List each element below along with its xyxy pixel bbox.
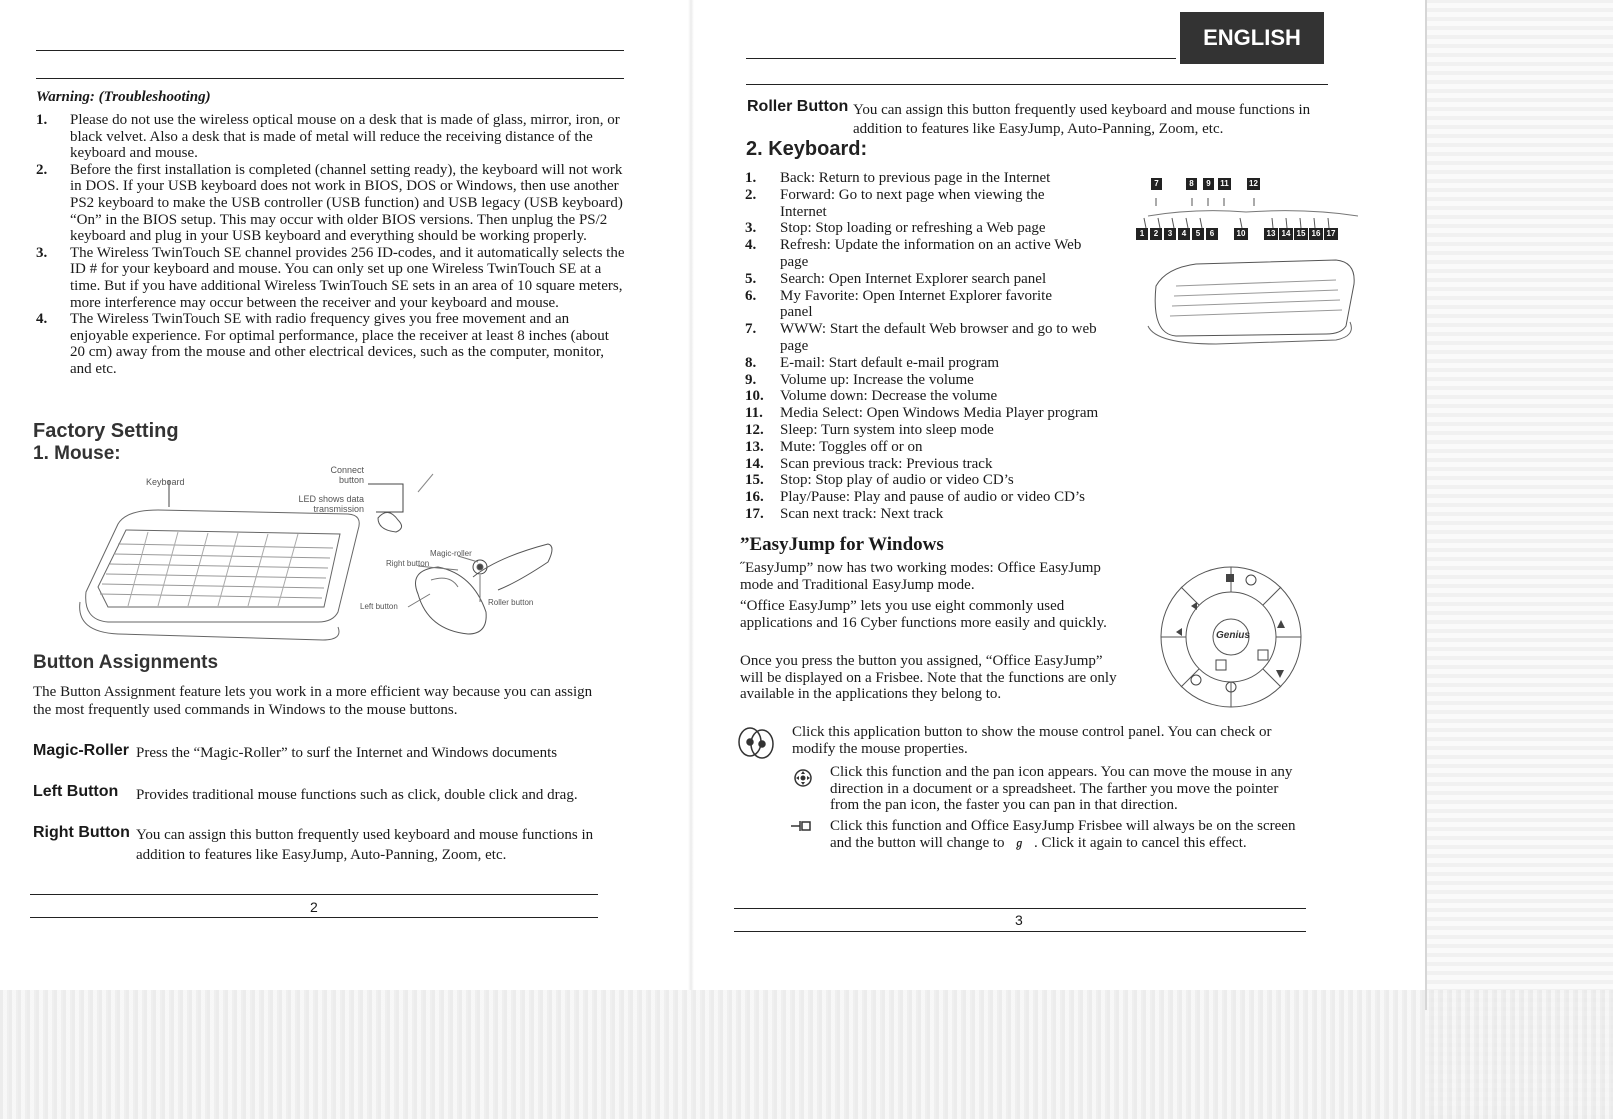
hotkey-badge: 4 bbox=[1178, 228, 1190, 240]
label-magic-roller: Magic-roller bbox=[430, 549, 472, 558]
term-magic-roller: Magic-Roller bbox=[33, 742, 130, 759]
hotkey-badge: 14 bbox=[1279, 228, 1293, 240]
page-number: 3 bbox=[1015, 912, 1023, 928]
label-connect-button: Connect button bbox=[330, 465, 364, 485]
app-button-text: Click this application button to show the mouse control panel. You can check or modify the mouse properties. bbox=[792, 724, 1272, 757]
header-rule bbox=[746, 84, 1328, 85]
button-assignments-text: The Button Assignment feature lets you work in a more efficient way because you can assign the most frequently used commands in Windows to the mouse buttons. bbox=[33, 684, 593, 718]
list-item: 4. The Wireless TwinTouch SE with radio frequency gives you free movement and an enjoyable experience. For optimal performance, place the receiver at least 8 inches (about 20 cm) away from the mouse and other electrical devices, such as the computer, monitor, and etc. bbox=[36, 311, 609, 377]
hotkey-badge: 11 bbox=[1218, 178, 1231, 190]
mouse-heading: 1. Mouse: bbox=[33, 443, 121, 464]
hotkey-badge: 10 bbox=[1234, 228, 1248, 240]
label-right-button: Right button bbox=[386, 559, 430, 568]
page-number: 2 bbox=[310, 899, 318, 915]
list-item: 15. Stop: Stop play of audio or video CD’s bbox=[745, 472, 1014, 489]
header-rule bbox=[36, 50, 624, 51]
label-keyboard: Keyboard bbox=[146, 477, 185, 487]
list-item: 11. Media Select: Open Windows Media Player program bbox=[745, 405, 1099, 422]
list-item: 6. My Favorite: Open Internet Explorer favorite panel bbox=[745, 287, 1052, 321]
hotkey-badge: 17 bbox=[1324, 228, 1338, 240]
list-item: 5. Search: Open Internet Explorer search panel bbox=[745, 270, 1047, 287]
list-item: 3. Stop: Stop loading or refreshing a Web page bbox=[745, 220, 1046, 237]
hotkey-badge: 13 bbox=[1264, 228, 1278, 240]
desc-left-button: Provides traditional mouse functions such as click, double click and drag. bbox=[136, 787, 578, 803]
easyjump-paragraph-3: Once you press the button you assigned, “Office EasyJump” will be displayed on a Frisbee. Note that the functions are only available in the applications they belong to. bbox=[740, 653, 1117, 702]
easyjump-frisbee bbox=[1156, 562, 1306, 712]
hotkey-badge: 3 bbox=[1164, 228, 1176, 240]
desc-right-button: You can assign this button frequently used keyboard and mouse functions in addition to features like EasyJump, Auto-Panning, Zoom, etc. bbox=[136, 827, 594, 863]
keyboard-hotkey-illustration bbox=[1136, 176, 1366, 356]
easyjump-paragraph-1: ˝EasyJump” now has two working modes: Office EasyJump mode and Traditional EasyJump mode. bbox=[740, 560, 1101, 593]
hotkey-badge: 15 bbox=[1294, 228, 1308, 240]
language-tab: ENGLISH bbox=[1180, 12, 1324, 64]
keyboard-mouse-illustration bbox=[78, 462, 578, 647]
pan-text: Click this function and the pan icon appears. You can move the mouse in any direction in a document or a spreadsheet. The farther you move the pointer from the pan icon, the faster you can pan in that direction. bbox=[830, 764, 1293, 813]
pinned-icon: ℊ bbox=[1014, 838, 1025, 850]
hotkey-badge: 2 bbox=[1150, 228, 1162, 240]
footer-rule bbox=[734, 908, 1306, 909]
list-item: 12. Sleep: Turn system into sleep mode bbox=[745, 421, 994, 438]
list-item: 14. Scan previous track: Previous track bbox=[745, 455, 993, 472]
list-item: 17. Scan next track: Next track bbox=[745, 505, 944, 522]
keyboard-function-list bbox=[745, 170, 1135, 523]
warning-list bbox=[36, 112, 626, 378]
frisbee-brand: Genius bbox=[1216, 630, 1250, 641]
label-left-button: Left button bbox=[360, 602, 398, 611]
page-edge bbox=[1425, 0, 1427, 1010]
hotkey-top-row bbox=[1136, 176, 1366, 192]
keyboard-mouse-figure bbox=[78, 462, 578, 647]
pan-icon bbox=[793, 768, 813, 788]
hotkey-badge: 5 bbox=[1192, 228, 1204, 240]
list-item: 8. E-mail: Start default e-mail program bbox=[745, 354, 1000, 371]
scan-background-bottom bbox=[0, 990, 1613, 1119]
page-left bbox=[0, 0, 690, 990]
list-item: 2. Forward: Go to next page when viewing the Internet bbox=[745, 186, 1045, 220]
footer-rule bbox=[30, 894, 598, 895]
list-item: 13. Mute: Toggles off or on bbox=[745, 438, 923, 455]
list-item: 3. The Wireless TwinTouch SE channel provides 256 ID-codes, and it automatically selects the ID # for your keyboard and mouse. You can only set up one Wireless TwinTouch SE at a time. But if you have additional Wireless TwinTouch SE sets in an area of 10 square meters, more interference may occur between the receiver and your keyboard and mouse. bbox=[36, 244, 625, 311]
mouse-app-icon-graphic bbox=[736, 722, 776, 766]
hotkey-bottom-row bbox=[1136, 228, 1366, 244]
term-left-button: Left Button bbox=[33, 783, 119, 800]
list-item: 1. Please do not use the wireless optical mouse on a desk that is made of glass, mirror, iron, or black velvet. Also a desk that is made of metal will reduce the receiving distance of the keyboard and mouse. bbox=[36, 112, 620, 162]
list-item: 4. Refresh: Update the information on an active Web page bbox=[745, 237, 1082, 270]
list-item: 2. Before the first installation is completed (channel setting ready), the keyboard will not work in DOS. If your USB keyboard does not work in BIOS, DOS or Windows, then use another PS2 keyboard to make the USB controller (USB function) and USB legacy (USB keyboard) “On” in the BIOS setup. This may occur with older BIOS versions. Then unplug the PS/2 keyboard and plug in your USB keyboard and everything should be working properly. bbox=[36, 161, 623, 245]
hotkey-badge: 12 bbox=[1247, 178, 1260, 190]
keyboard-heading: 2. Keyboard: bbox=[746, 138, 868, 160]
footer-rule bbox=[734, 931, 1306, 932]
list-item: 9. Volume up: Increase the volume bbox=[745, 371, 974, 388]
list-item: 16. Play/Pause: Play and pause of audio or video CD’s bbox=[745, 489, 1085, 506]
list-item: 1. Back: Return to previous page in the Internet bbox=[745, 170, 1051, 186]
scan-background-right bbox=[1425, 0, 1613, 1119]
pin-icon-graphic bbox=[790, 818, 814, 834]
pin-icon bbox=[790, 818, 814, 834]
warning-title: Warning: (Troubleshooting) bbox=[36, 89, 211, 105]
hotkey-badge: 7 bbox=[1151, 178, 1162, 190]
pin-text: Click this function and Office EasyJump Frisbee will always be on the screen and the button will change to ℊ . Click it again to cancel this effect. bbox=[830, 818, 1296, 851]
hotkey-badge: 9 bbox=[1203, 178, 1214, 190]
term-roller-button: Roller Button bbox=[747, 98, 849, 115]
desc-magic-roller: Press the “Magic-Roller” to surf the Internet and Windows documents bbox=[136, 745, 558, 761]
button-assignments-heading: Button Assignments bbox=[33, 652, 219, 673]
footer-rule bbox=[30, 917, 598, 918]
hotkey-badge: 6 bbox=[1206, 228, 1218, 240]
keyboard-hotkey-figure bbox=[1136, 176, 1366, 356]
list-item: 7. WWW: Start the default Web browser and go to web page bbox=[745, 321, 1097, 354]
header-rule bbox=[746, 58, 1176, 59]
page-right bbox=[694, 0, 1424, 990]
hotkey-badge: 16 bbox=[1309, 228, 1323, 240]
term-right-button: Right Button bbox=[33, 824, 130, 841]
mouse-app-icon bbox=[736, 722, 776, 766]
label-roller-button: Roller button bbox=[488, 598, 534, 607]
easyjump-heading: ”EasyJump for Windows bbox=[740, 534, 944, 555]
hotkey-badge: 1 bbox=[1136, 228, 1148, 240]
easyjump-paragraph-2: “Office EasyJump” lets you use eight commonly used applications and 16 Cyber functions more easily and quickly. bbox=[740, 598, 1107, 631]
pan-icon-graphic bbox=[793, 768, 813, 788]
list-item: 10. Volume down: Decrease the volume bbox=[745, 388, 998, 405]
desc-roller-button: You can assign this button frequently used keyboard and mouse functions in addition to features like EasyJump, Auto-Panning, Zoom, etc. bbox=[853, 102, 1311, 137]
label-led-shows: LED shows data transmission bbox=[298, 494, 364, 514]
hotkey-badge: 8 bbox=[1186, 178, 1197, 190]
factory-setting-heading: Factory Setting bbox=[33, 420, 179, 442]
header-rule bbox=[36, 78, 624, 79]
